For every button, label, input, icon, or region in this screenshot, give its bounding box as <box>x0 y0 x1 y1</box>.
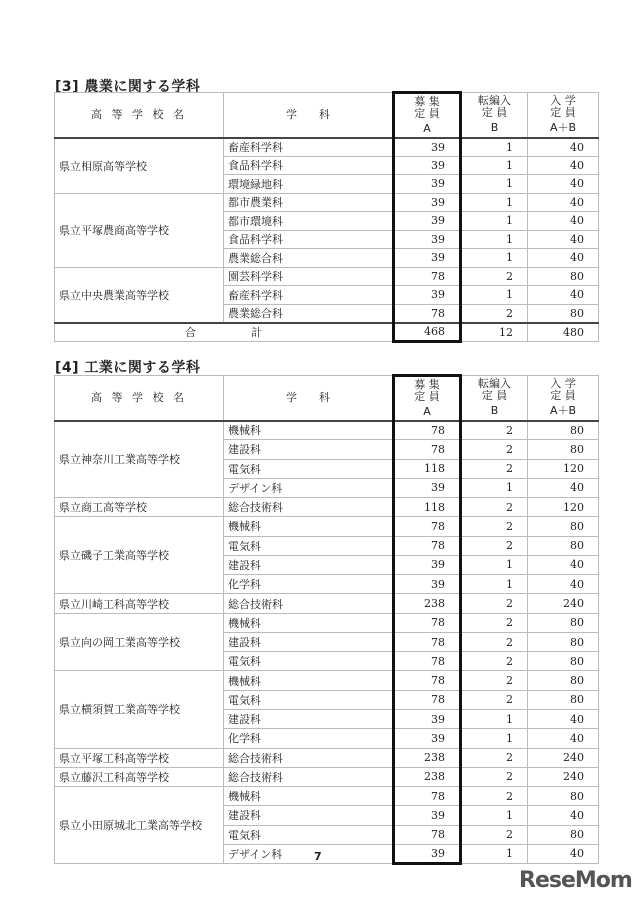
total-label: 合 計 <box>55 323 394 342</box>
recruit-count: 78 <box>394 632 461 651</box>
department: 総合技術科 <box>224 767 394 786</box>
admission-count: 40 <box>528 575 599 594</box>
admission-count: 40 <box>528 844 599 863</box>
transfer-count: 2 <box>461 517 528 536</box>
header-dept: 学 科 <box>224 376 394 421</box>
header-text: 募 集 <box>414 377 440 391</box>
header-text: 定 員 <box>414 106 440 120</box>
admission-count: 80 <box>528 632 599 651</box>
admission-count: 80 <box>528 536 599 555</box>
recruit-count: 39 <box>394 230 461 249</box>
school-name: 県立向の岡工業高等学校 <box>55 613 224 671</box>
transfer-count: 1 <box>461 212 528 231</box>
school-name: 県立神奈川工業高等学校 <box>55 421 224 498</box>
header-dept: 学 科 <box>224 93 394 138</box>
table-row <box>55 498 599 517</box>
department: 機械科 <box>224 613 394 632</box>
school-name: 県立小田原城北工業高等学校 <box>55 787 224 864</box>
admission-count: 40 <box>528 230 599 249</box>
department: 電気科 <box>224 652 394 671</box>
recruit-count: 78 <box>394 421 461 440</box>
header-letter: A＋B <box>549 121 577 135</box>
department: 電気科 <box>224 459 394 478</box>
transfer-count: 1 <box>461 729 528 748</box>
department: 電気科 <box>224 536 394 555</box>
header-letter: A <box>423 121 431 135</box>
total-recruit: 468 <box>394 323 461 342</box>
resemom-logo: ReseMom <box>519 868 632 893</box>
header-text: 定 員 <box>481 106 508 120</box>
transfer-count: 2 <box>461 690 528 709</box>
admission-count: 80 <box>528 267 599 286</box>
admission-count: 240 <box>528 767 599 786</box>
transfer-count: 2 <box>461 594 528 613</box>
page-number: 7 <box>314 850 322 863</box>
recruit-count: 39 <box>394 249 461 268</box>
admission-count: 40 <box>528 138 599 157</box>
school-name: 県立磯子工業高等学校 <box>55 517 224 594</box>
transfer-count: 1 <box>461 286 528 305</box>
header-letter: A＋B <box>549 404 577 418</box>
recruit-count: 39 <box>394 478 461 497</box>
admission-count: 240 <box>528 748 599 767</box>
transfer-count: 2 <box>461 613 528 632</box>
recruit-count: 78 <box>394 267 461 286</box>
department: 電気科 <box>224 825 394 844</box>
transfer-count: 1 <box>461 844 528 863</box>
header-letter: B <box>490 121 499 135</box>
department: 建設科 <box>224 632 394 651</box>
department: 総合技術科 <box>224 498 394 517</box>
recruit-count: 78 <box>394 536 461 555</box>
header-text: 定 員 <box>414 389 440 403</box>
total-row <box>55 323 599 342</box>
department: 機械科 <box>224 787 394 806</box>
header-recruit-a <box>394 93 461 138</box>
agriculture-table <box>54 91 599 343</box>
admission-count: 40 <box>528 193 599 212</box>
recruit-count: 78 <box>394 517 461 536</box>
department: 機械科 <box>224 421 394 440</box>
admission-count: 40 <box>528 729 599 748</box>
table-row <box>55 421 599 440</box>
transfer-count: 1 <box>461 138 528 157</box>
school-name: 県立平塚農商高等学校 <box>55 193 224 267</box>
admission-count: 40 <box>528 249 599 268</box>
transfer-count: 2 <box>461 459 528 478</box>
section-3-title: [3] 農業に関する学科 <box>55 79 201 95</box>
admission-count: 40 <box>528 175 599 194</box>
recruit-count: 78 <box>394 690 461 709</box>
admission-count: 80 <box>528 440 599 459</box>
transfer-count: 2 <box>461 536 528 555</box>
table-row <box>55 193 599 212</box>
table-header <box>55 93 599 138</box>
table-row <box>55 613 599 632</box>
department: 畜産科学科 <box>224 286 394 305</box>
recruit-count: 78 <box>394 671 461 690</box>
school-name: 県立商工高等学校 <box>55 498 224 517</box>
admission-count: 40 <box>528 806 599 825</box>
transfer-count: 1 <box>461 230 528 249</box>
department: 建設科 <box>224 440 394 459</box>
header-text: 定 員 <box>550 389 576 403</box>
recruit-count: 78 <box>394 825 461 844</box>
transfer-count: 2 <box>461 421 528 440</box>
table-row <box>55 138 599 157</box>
table-row <box>55 671 599 690</box>
header-text: 募 集 <box>414 94 440 108</box>
department: 園芸科学科 <box>224 267 394 286</box>
header-text: 転編入 <box>478 377 511 391</box>
header-recruit-a <box>394 376 461 421</box>
school-name: 県立川崎工科高等学校 <box>55 594 224 613</box>
transfer-count: 2 <box>461 787 528 806</box>
department: 機械科 <box>224 517 394 536</box>
header-text: 定 員 <box>550 106 576 120</box>
table-row <box>55 267 599 286</box>
transfer-count: 1 <box>461 575 528 594</box>
header-letter: A <box>423 404 431 418</box>
recruit-count: 39 <box>394 709 461 728</box>
recruit-count: 39 <box>394 806 461 825</box>
department: 食品科学科 <box>224 230 394 249</box>
total-transfer: 12 <box>461 323 528 342</box>
school-name: 県立横須賀工業高等学校 <box>55 671 224 748</box>
recruit-count: 238 <box>394 748 461 767</box>
transfer-count: 2 <box>461 748 528 767</box>
table-row <box>55 787 599 806</box>
recruit-count: 39 <box>394 212 461 231</box>
recruit-count: 39 <box>394 193 461 212</box>
transfer-count: 2 <box>461 498 528 517</box>
header-text: 定 員 <box>481 389 508 403</box>
admission-count: 40 <box>528 478 599 497</box>
department: 機械科 <box>224 671 394 690</box>
recruit-count: 78 <box>394 304 461 323</box>
section-4-title: [4] 工業に関する学科 <box>55 360 201 376</box>
header-admission-ab <box>528 93 599 138</box>
header-admission-ab <box>528 376 599 421</box>
department: 畜産科学科 <box>224 138 394 157</box>
department: 総合技術科 <box>224 748 394 767</box>
header-letter: B <box>490 404 499 418</box>
department: 総合技術科 <box>224 594 394 613</box>
header-transfer-b <box>461 376 528 421</box>
table-row <box>55 517 599 536</box>
school-name: 県立中央農業高等学校 <box>55 267 224 323</box>
admission-count: 80 <box>528 652 599 671</box>
header-school: 高 等 学 校 名 <box>55 93 224 138</box>
admission-count: 80 <box>528 690 599 709</box>
transfer-count: 1 <box>461 249 528 268</box>
transfer-count: 1 <box>461 193 528 212</box>
recruit-count: 39 <box>394 844 461 863</box>
table-header <box>55 376 599 421</box>
department: 環境緑地科 <box>224 175 394 194</box>
admission-count: 80 <box>528 613 599 632</box>
header-text: 入 学 <box>550 377 576 391</box>
school-name: 県立相原高等学校 <box>55 138 224 194</box>
admission-count: 120 <box>528 498 599 517</box>
admission-count: 40 <box>528 156 599 175</box>
recruit-count: 39 <box>394 555 461 574</box>
admission-count: 80 <box>528 825 599 844</box>
recruit-count: 39 <box>394 729 461 748</box>
transfer-count: 2 <box>461 825 528 844</box>
department: 建設科 <box>224 709 394 728</box>
admission-count: 120 <box>528 459 599 478</box>
transfer-count: 1 <box>461 555 528 574</box>
industry-table <box>54 374 599 865</box>
transfer-count: 1 <box>461 478 528 497</box>
department: 建設科 <box>224 806 394 825</box>
transfer-count: 2 <box>461 440 528 459</box>
admission-count: 80 <box>528 787 599 806</box>
admission-count: 80 <box>528 304 599 323</box>
table-row <box>55 594 599 613</box>
recruit-count: 39 <box>394 286 461 305</box>
header-transfer-b <box>461 93 528 138</box>
transfer-count: 2 <box>461 652 528 671</box>
total-admission: 480 <box>528 323 599 342</box>
recruit-count: 78 <box>394 440 461 459</box>
admission-count: 40 <box>528 212 599 231</box>
school-name: 県立藤沢工科高等学校 <box>55 767 224 786</box>
recruit-count: 118 <box>394 498 461 517</box>
recruit-count: 39 <box>394 575 461 594</box>
department: デザイン科 <box>224 844 394 863</box>
school-name: 県立平塚工科高等学校 <box>55 748 224 767</box>
department: 化学科 <box>224 729 394 748</box>
transfer-count: 2 <box>461 267 528 286</box>
transfer-count: 1 <box>461 156 528 175</box>
recruit-count: 39 <box>394 156 461 175</box>
recruit-count: 78 <box>394 613 461 632</box>
header-text: 入 学 <box>550 94 576 108</box>
recruit-count: 78 <box>394 652 461 671</box>
transfer-count: 1 <box>461 806 528 825</box>
transfer-count: 2 <box>461 304 528 323</box>
recruit-count: 118 <box>394 459 461 478</box>
department: 都市農業科 <box>224 193 394 212</box>
admission-count: 40 <box>528 709 599 728</box>
admission-count: 40 <box>528 286 599 305</box>
admission-count: 240 <box>528 594 599 613</box>
department: 電気科 <box>224 690 394 709</box>
recruit-count: 39 <box>394 138 461 157</box>
table-row <box>55 767 599 786</box>
department: 農業総合科 <box>224 304 394 323</box>
department: 都市環境科 <box>224 212 394 231</box>
admission-count: 80 <box>528 517 599 536</box>
recruit-count: 78 <box>394 787 461 806</box>
recruit-count: 238 <box>394 767 461 786</box>
header-text: 転編入 <box>478 94 511 108</box>
department: 化学科 <box>224 575 394 594</box>
recruit-count: 39 <box>394 175 461 194</box>
admission-count: 40 <box>528 555 599 574</box>
department: 建設科 <box>224 555 394 574</box>
recruit-count: 238 <box>394 594 461 613</box>
transfer-count: 2 <box>461 632 528 651</box>
transfer-count: 2 <box>461 767 528 786</box>
transfer-count: 1 <box>461 175 528 194</box>
admission-count: 80 <box>528 421 599 440</box>
department: 食品科学科 <box>224 156 394 175</box>
admission-count: 80 <box>528 671 599 690</box>
transfer-count: 1 <box>461 709 528 728</box>
header-school: 高 等 学 校 名 <box>55 376 224 421</box>
department: デザイン科 <box>224 478 394 497</box>
table-row <box>55 748 599 767</box>
department: 農業総合科 <box>224 249 394 268</box>
transfer-count: 2 <box>461 671 528 690</box>
